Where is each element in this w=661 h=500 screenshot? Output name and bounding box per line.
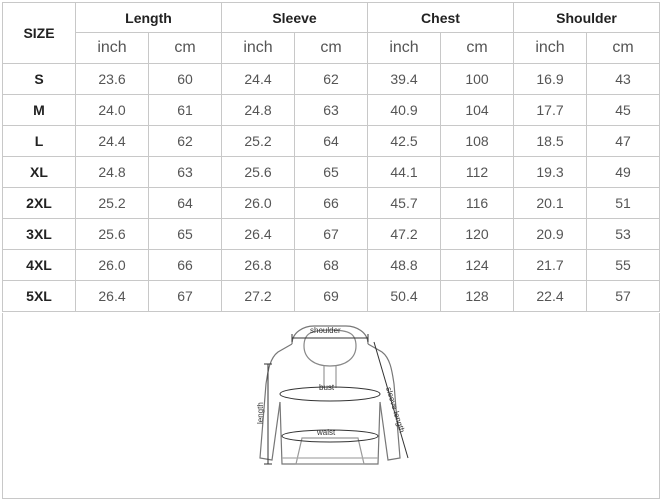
unit-header: inch (368, 33, 441, 64)
measurement-cell: 60 (149, 64, 222, 95)
unit-header: cm (295, 33, 368, 64)
unit-header: inch (76, 33, 149, 64)
table-row (3, 188, 660, 219)
group-header-sleeve: Sleeve (222, 3, 368, 33)
table-row (3, 157, 660, 188)
measurement-cell: 25.2 (76, 188, 149, 219)
measurement-cell: 62 (295, 64, 368, 95)
measurement-cell: 49 (587, 157, 660, 188)
length-measure-line (264, 364, 272, 464)
measurement-cell: 26.4 (76, 281, 149, 312)
measurement-cell: 47.2 (368, 219, 441, 250)
size-cell: 4XL (3, 250, 76, 281)
sleeve-length-label: sleeve length (384, 385, 407, 434)
measurement-cell: 50.4 (368, 281, 441, 312)
size-header: SIZE (3, 3, 76, 64)
unit-header: cm (149, 33, 222, 64)
measurement-cell: 69 (295, 281, 368, 312)
measurement-cell: 48.8 (368, 250, 441, 281)
measurement-cell: 26.0 (76, 250, 149, 281)
measurement-cell: 39.4 (368, 64, 441, 95)
measurement-cell: 43 (587, 64, 660, 95)
hoodie-measurement-diagram (240, 318, 420, 484)
measurement-cell: 16.9 (514, 64, 587, 95)
table-row (3, 250, 660, 281)
measurement-cell: 57 (587, 281, 660, 312)
measurement-cell: 42.5 (368, 126, 441, 157)
size-cell: 5XL (3, 281, 76, 312)
size-table (2, 2, 660, 312)
measurement-cell: 24.8 (222, 95, 295, 126)
measurement-cell: 24.8 (76, 157, 149, 188)
measurement-cell: 61 (149, 95, 222, 126)
measurement-cell: 40.9 (368, 95, 441, 126)
measurement-cell: 112 (441, 157, 514, 188)
bust-label: bust (319, 383, 335, 392)
size-cell: XL (3, 157, 76, 188)
table-row (3, 281, 660, 312)
measurement-cell: 100 (441, 64, 514, 95)
measurement-cell: 22.4 (514, 281, 587, 312)
measurement-cell: 25.6 (222, 157, 295, 188)
size-cell: 3XL (3, 219, 76, 250)
measurement-cell: 62 (149, 126, 222, 157)
measurement-cell: 53 (587, 219, 660, 250)
measurement-cell: 25.2 (222, 126, 295, 157)
measurement-cell: 26.4 (222, 219, 295, 250)
measurement-cell: 47 (587, 126, 660, 157)
size-cell: L (3, 126, 76, 157)
measurement-cell: 19.3 (514, 157, 587, 188)
measurement-cell: 64 (295, 126, 368, 157)
measurement-cell: 63 (149, 157, 222, 188)
measurement-cell: 25.6 (76, 219, 149, 250)
measurement-cell: 67 (149, 281, 222, 312)
measurement-cell: 26.8 (222, 250, 295, 281)
measurement-cell: 124 (441, 250, 514, 281)
measurement-cell: 65 (295, 157, 368, 188)
measurement-cell: 55 (587, 250, 660, 281)
measurement-cell: 63 (295, 95, 368, 126)
measurement-cell: 20.9 (514, 219, 587, 250)
measurement-cell: 120 (441, 219, 514, 250)
unit-header: inch (222, 33, 295, 64)
measurement-cell: 68 (295, 250, 368, 281)
shoulder-measure-line (292, 334, 368, 342)
unit-header: cm (587, 33, 660, 64)
measurement-cell: 51 (587, 188, 660, 219)
size-cell: M (3, 95, 76, 126)
measurement-cell: 66 (149, 250, 222, 281)
shoulder-label: shoulder (310, 326, 341, 335)
measurement-cell: 23.6 (76, 64, 149, 95)
measurement-cell: 67 (295, 219, 368, 250)
measurement-cell: 24.0 (76, 95, 149, 126)
table-row (3, 126, 660, 157)
measurement-cell: 65 (149, 219, 222, 250)
group-header-chest: Chest (368, 3, 514, 33)
table-row (3, 219, 660, 250)
measurement-cell: 44.1 (368, 157, 441, 188)
size-cell: S (3, 64, 76, 95)
measurement-cell: 64 (149, 188, 222, 219)
measurement-cell: 45.7 (368, 188, 441, 219)
measurement-cell: 27.2 (222, 281, 295, 312)
size-cell: 2XL (3, 188, 76, 219)
measurement-cell: 20.1 (514, 188, 587, 219)
table-row (3, 95, 660, 126)
measurement-cell: 116 (441, 188, 514, 219)
measurement-cell: 26.0 (222, 188, 295, 219)
unit-header: inch (514, 33, 587, 64)
group-header-length: Length (76, 3, 222, 33)
unit-header: cm (441, 33, 514, 64)
table-row (3, 64, 660, 95)
measurement-cell: 24.4 (76, 126, 149, 157)
measurement-cell: 21.7 (514, 250, 587, 281)
measurement-cell: 45 (587, 95, 660, 126)
measurement-cell: 128 (441, 281, 514, 312)
measurement-cell: 104 (441, 95, 514, 126)
waist-label: waist (317, 428, 336, 437)
measurement-cell: 108 (441, 126, 514, 157)
measurement-cell: 66 (295, 188, 368, 219)
length-label: length (256, 402, 265, 424)
measurement-cell: 18.5 (514, 126, 587, 157)
measurement-cell: 17.7 (514, 95, 587, 126)
group-header-shoulder: Shoulder (514, 3, 660, 33)
measurement-cell: 24.4 (222, 64, 295, 95)
